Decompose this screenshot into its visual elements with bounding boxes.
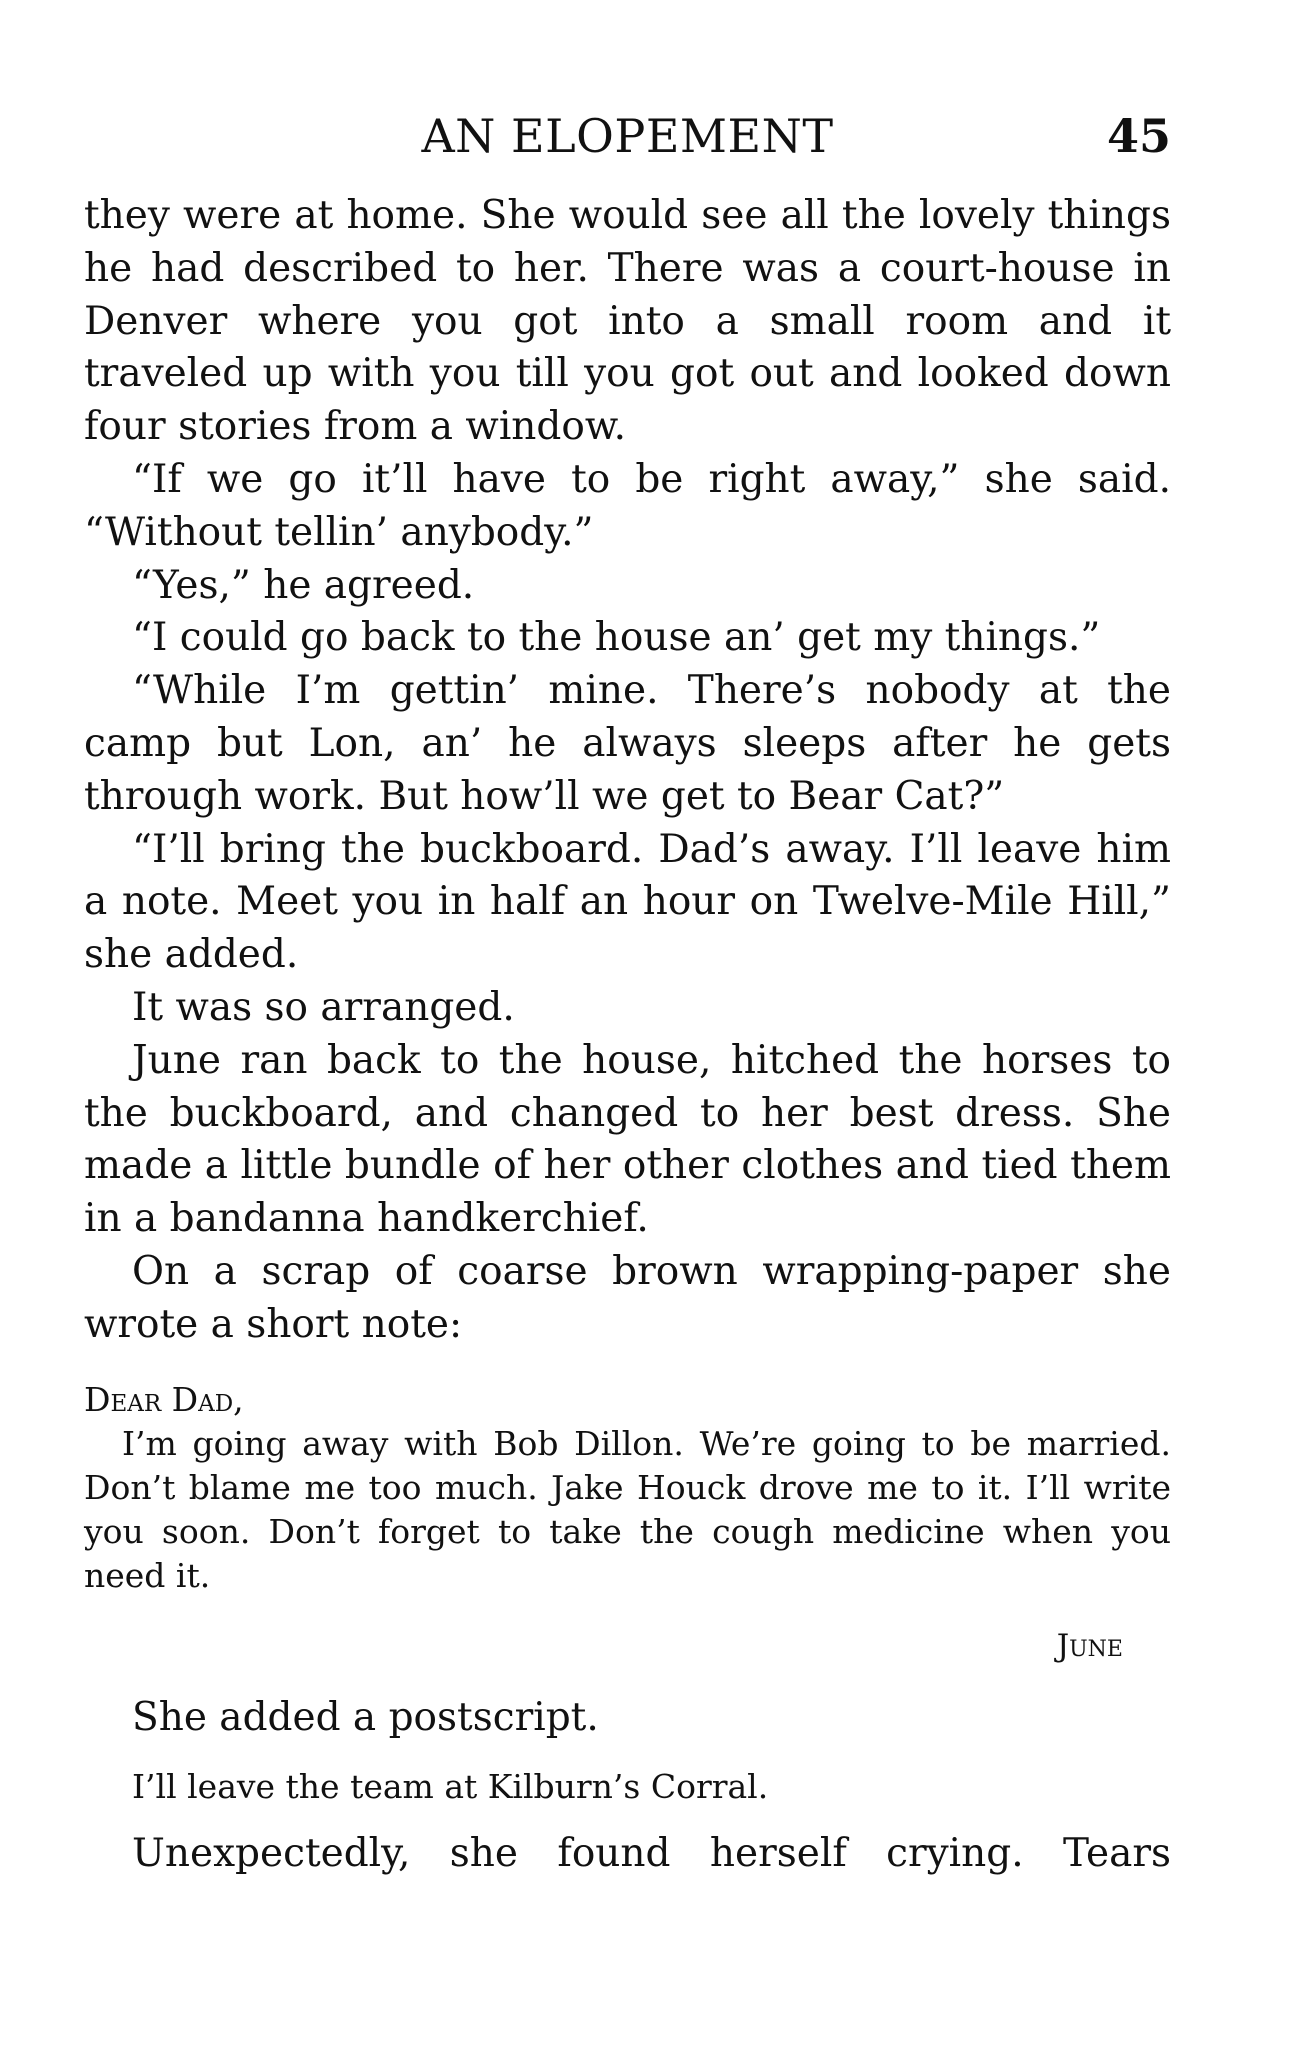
paragraph: “While I’m gettin’ mine. There’s nobody at the camp but Lon, an’ he always sleeps after he gets through work. But how’ll we get to Bear Cat?” (84, 668, 1171, 819)
paragraph: It was so arranged. (132, 984, 515, 1030)
paragraph: “I could go back to the house an’ get my things.” (132, 615, 1101, 661)
paragraph: Unexpectedly, she found herself crying. Tears (132, 1831, 1171, 1877)
paragraph: they were at home. She would see all the lovely things he had described to her. There was a court-house in Denver where you got into a small room and it traveled up with you till you got out and looked down four stories from a window. (84, 193, 1171, 450)
postscript: I’ll leave the team at Kilburn’s Corral. (132, 1767, 769, 1807)
page-number: 45 (1106, 109, 1171, 163)
letter (84, 1378, 1171, 1668)
chapter-title: AN ELOPEMENT (421, 109, 834, 163)
letter-salutation: Dear Dad, (84, 1379, 244, 1419)
paragraph: She added a postscript. (132, 1694, 599, 1740)
paragraph: “Yes,” he agreed. (132, 562, 475, 608)
body-text (84, 190, 1171, 1881)
paragraph: “I’ll bring the buckboard. Dad’s away. I’ll leave him a note. Meet you in half an hour on Twelve-Mile Hill,” she added. (84, 826, 1171, 978)
paragraph: On a scrap of coarse brown wrapping-paper she wrote a short note: (84, 1248, 1171, 1347)
paragraph: “If we go it’ll have to be right away,” she said. “Without tellin’ anybody.” (84, 456, 1171, 555)
letter-body: I’m going away with Bob Dillon. We’re going to be married. Don’t blame me too much. Jake Houck drove me to it. I’ll write you soon. Don’t forget to take the cough medicine when you need it. (84, 1423, 1171, 1595)
paragraph: June ran back to the house, hitched the horses to the buckboard, and changed to her best dress. She made a little bundle of her other clothes and tied them in a bandanna handkerchief. (84, 1037, 1171, 1242)
letter-signature: June (1056, 1627, 1123, 1664)
running-head (84, 104, 1171, 168)
